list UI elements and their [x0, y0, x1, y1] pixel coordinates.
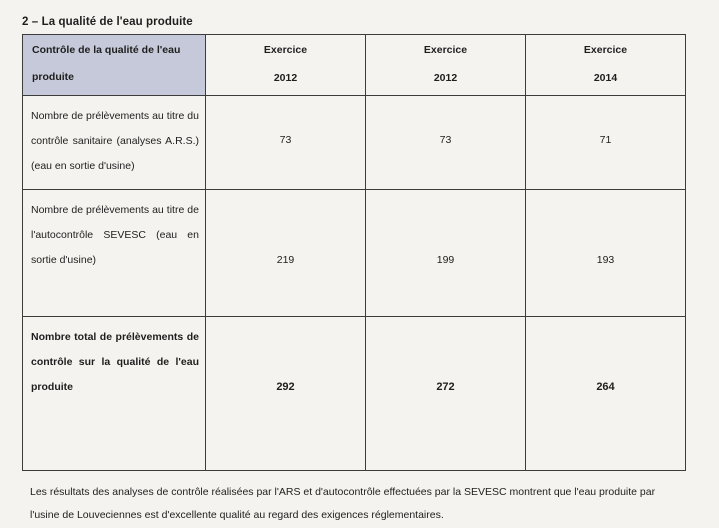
table-row — [23, 190, 686, 317]
table-row-total — [23, 317, 686, 471]
table-cell — [526, 317, 686, 471]
header-exercise-year: 2012 — [273, 71, 298, 84]
header-exercise-label: Exercice — [583, 44, 628, 56]
cell-value: 73 — [279, 134, 292, 146]
cell-value-total: 264 — [596, 381, 615, 393]
header-exercise-col-3 — [526, 35, 686, 96]
header-control-label — [23, 35, 206, 96]
row-label-self-control: Nombre de prélèvements au titre de l'autocontrôle SEVESC (eau en sortie d'usine) — [23, 190, 206, 317]
table-header-row — [23, 35, 686, 96]
table-cell — [366, 190, 526, 317]
table-cell — [206, 317, 366, 471]
water-quality-table — [22, 34, 686, 471]
table-cell — [366, 317, 526, 471]
header-exercise-col-2 — [366, 35, 526, 96]
header-exercise-label: Exercice — [263, 44, 308, 56]
header-exercise-col-1 — [206, 35, 366, 96]
table-cell — [206, 190, 366, 317]
header-exercise-year: 2012 — [433, 71, 458, 84]
header-exercise-year: 2014 — [593, 71, 618, 84]
table-cell — [526, 190, 686, 317]
row-label-total: Nombre total de prélèvements de contrôle sur la qualité de l'eau produite — [23, 317, 206, 471]
cell-value: 73 — [439, 134, 452, 146]
cell-value: 193 — [596, 254, 615, 266]
section-title: 2 – La qualité de l'eau produite — [22, 16, 193, 28]
header-control-label-line2: produite — [32, 70, 74, 83]
table-cell — [526, 96, 686, 190]
table-row — [23, 96, 686, 190]
header-control-label-line1: Contrôle de la qualité de l'eau — [32, 44, 181, 56]
conclusion-paragraph: Les résultats des analyses de contrôle réalisées par l'ARS et d'autocontrôle effectuées par la SEVESC montrent que l'eau produite par l'usine de Louveciennes est d'excellente qualité au regard des exigences réglementaires. — [30, 485, 656, 521]
cell-value-total: 292 — [276, 381, 295, 393]
table-cell — [206, 96, 366, 190]
cell-value: 71 — [599, 134, 612, 146]
cell-value-total: 272 — [436, 381, 455, 393]
row-label-sanitary-control: Nombre de prélèvements au titre du contrôle sanitaire (analyses A.R.S.) (eau en sortie d'usine) — [23, 96, 206, 190]
cell-value: 199 — [436, 254, 455, 266]
header-exercise-label: Exercice — [423, 44, 468, 56]
table-cell — [366, 96, 526, 190]
cell-value: 219 — [276, 254, 295, 266]
